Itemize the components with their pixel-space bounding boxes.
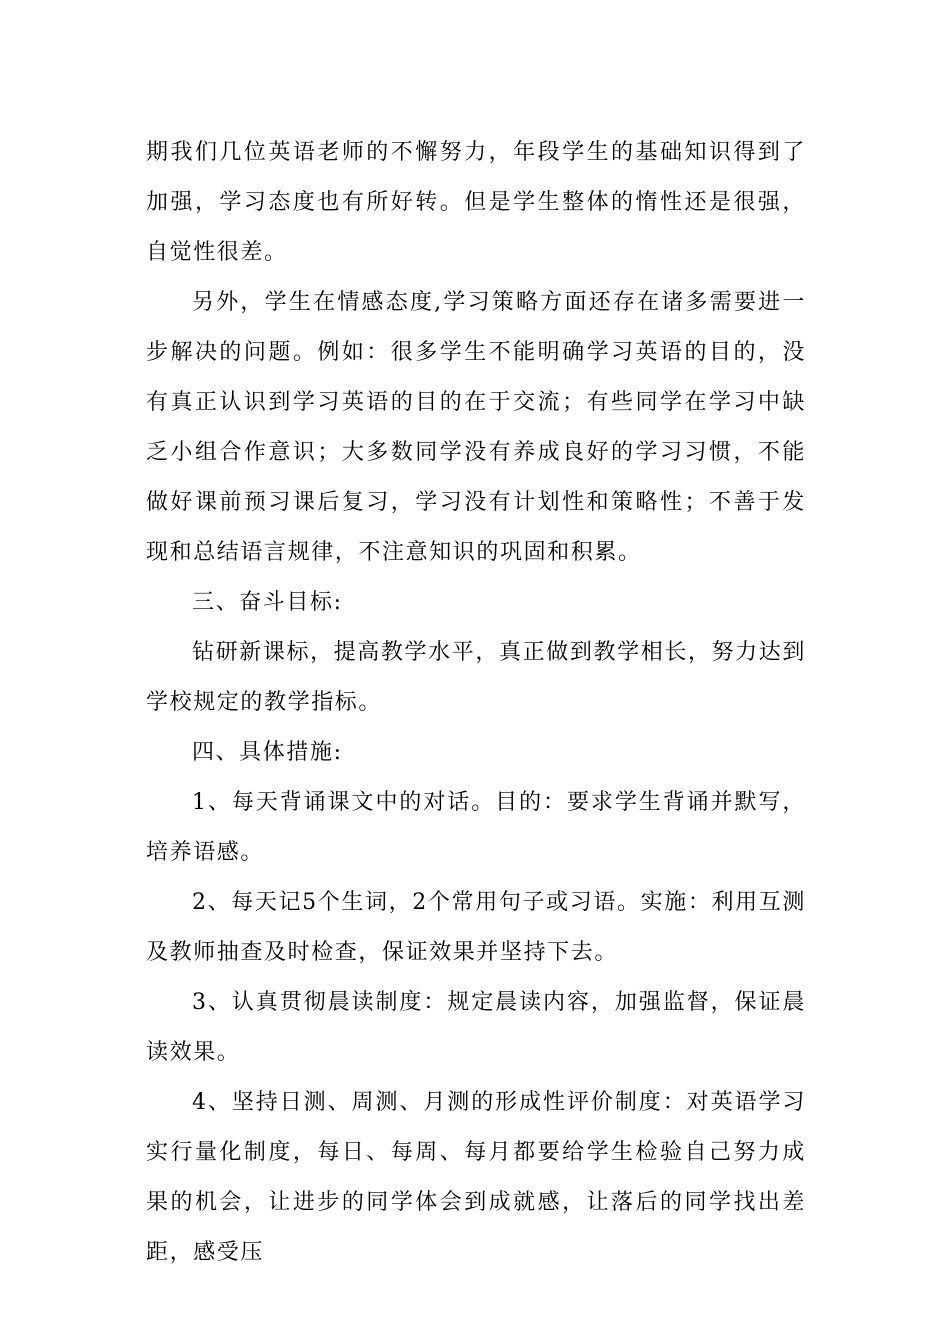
section-heading-measures: 四、具体措施: <box>192 740 343 765</box>
section-heading-goals: 三、奋斗目标: <box>192 590 343 615</box>
measure-item-2: 2、每天记5个生词，2个常用句子或习语。实施：利用互测及教师抽查及时检查，保证效果并坚持下去。 <box>146 890 806 965</box>
paragraph-continuation: 期我们几位英语老师的不懈努力，年段学生的基础知识得到了加强，学习态度也有所好转。但是学生整体的惰性还是很强，自觉性很差。 <box>146 140 806 265</box>
paragraph-goals: 钻研新课标，提高教学水平，真正做到教学相长，努力达到学校规定的教学指标。 <box>146 640 806 715</box>
paragraph-problems: 另外，学生在情感态度,学习策略方面还存在诸多需要进一步解决的问题。例如：很多学生不能明确学习英语的目的，没有真正认识到学习英语的目的在于交流；有些同学在学习中缺乏小组合作意识；大多数同学没有养成良好的学习习惯，不能做好课前预习课后复习，学习没有计划性和策略性；不善于发现和总结语言规律，不注意知识的巩固和积累。 <box>146 290 806 565</box>
measure-item-4: 4、坚持日测、周测、月测的形成性评价制度：对英语学习实行量化制度，每日、每周、每月都要给学生检验自己努力成果的机会，让进步的同学体会到成就感，让落后的同学找出差距，感受压 <box>146 1090 806 1265</box>
document-body <box>146 128 806 1278</box>
measure-item-3: 3、认真贯彻晨读制度：规定晨读内容，加强监督，保证晨读效果。 <box>146 990 806 1065</box>
measure-item-1: 1、每天背诵课文中的对话。目的：要求学生背诵并默写，培养语感。 <box>146 790 806 865</box>
